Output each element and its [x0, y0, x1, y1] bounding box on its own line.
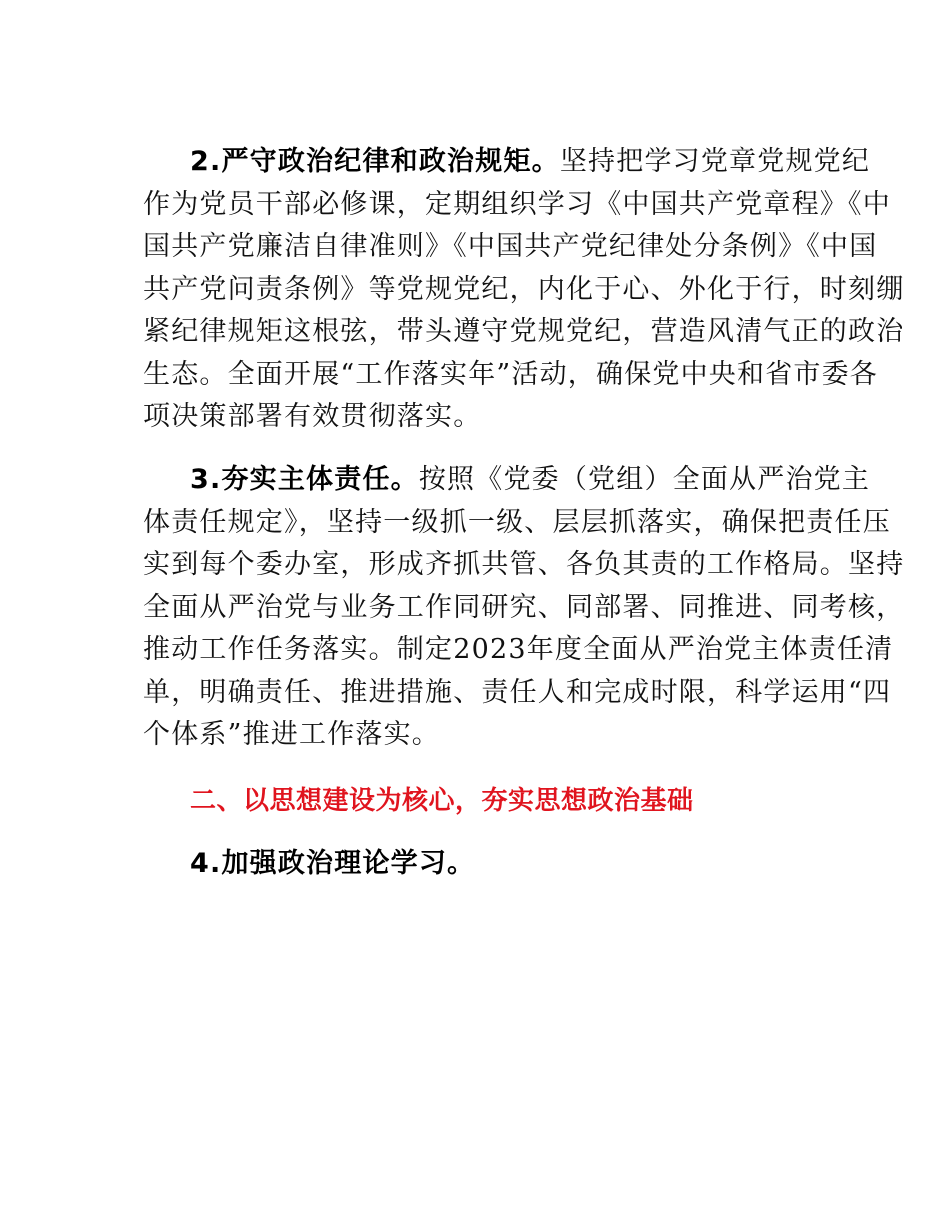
paragraph-2-line-3: 国共产党廉洁自律准则》《中国共产党纪律处分条例》《中国: [143, 231, 878, 262]
paragraph-3-line-6: 单，明确责任、推进措施、责任人和完成时限，科学运用“四: [143, 677, 892, 708]
paragraph-4-title: 4.加强政治理论学习。: [190, 848, 476, 879]
paragraph-2-line-5: 紧纪律规矩这根弦，带头遵守党规党纪，营造风清气正的政治: [143, 316, 905, 347]
paragraph-3-line-1: [190, 460, 870, 500]
paragraph-3-line-2: 体责任规定》，坚持一级抓一级、层层抓落实，确保把责任压: [143, 507, 891, 538]
paragraph-3-title: 3.夯实主体责任。: [190, 464, 419, 495]
paragraph-3-line-4: 全面从严治党与业务工作同研究、同部署、同推进、同考核，: [143, 592, 905, 623]
paragraph-3-line-3: 实到每个委办室，形成齐抓共管、各负其责的工作格局。坚持: [143, 549, 905, 580]
paragraph-3-text: 按照《党委（党组）全面从严治党主: [418, 464, 871, 495]
paragraph-2-line-4: 共产党问责条例》等党规党纪，内化于心、外化于行，时刻绷: [143, 274, 905, 305]
paragraph-2-text: 坚持把学习党章党规党纪: [559, 146, 871, 177]
paragraph-3-line-5: 推动工作任务落实。制定2023年度全面从严治党主体责任清: [143, 634, 894, 665]
paragraph-2-line-6: 生态。全面开展“工作落实年”活动，确保党中央和省市委各: [143, 359, 879, 390]
paragraph-3-line-7: 个体系”推进工作落实。: [143, 719, 441, 750]
paragraph-2-line-2: 作为党员干部必修课，定期组织学习《中国共产党章程》《中: [143, 189, 891, 220]
section-heading: 二、以思想建设为核心，夯实思想政治基础: [190, 786, 694, 816]
paragraph-2-title: 2.严守政治纪律和政治规矩。: [190, 146, 560, 177]
paragraph-2-line-1: [190, 142, 870, 182]
paragraph-2-line-7: 项决策部署有效贯彻落实。: [143, 401, 482, 432]
